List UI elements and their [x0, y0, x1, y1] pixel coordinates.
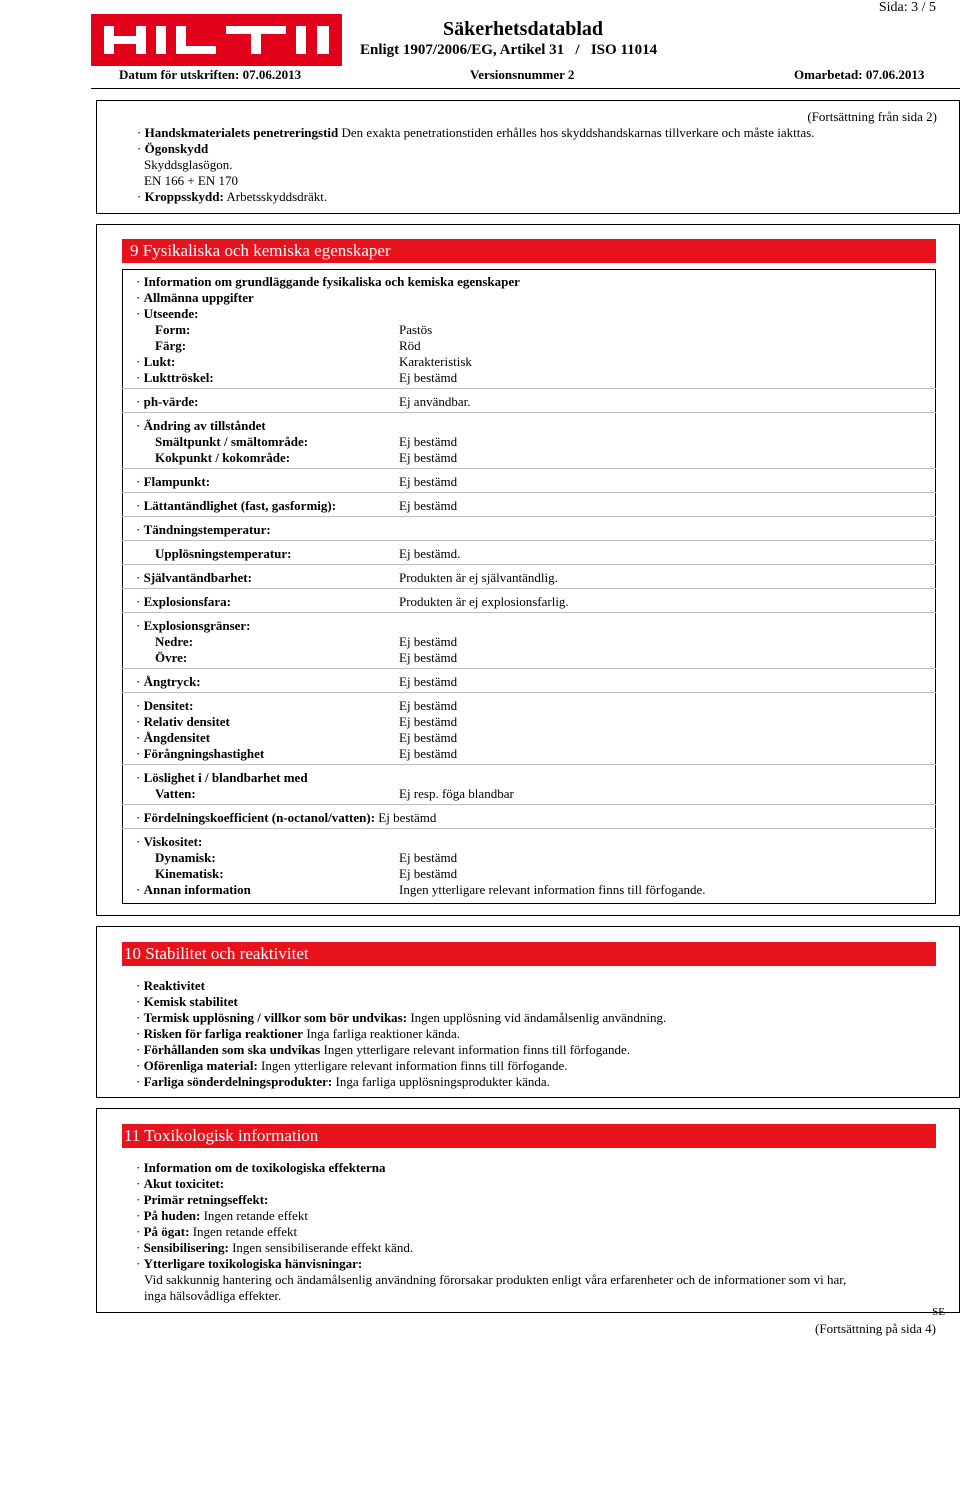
color-value: Röd [399, 338, 421, 353]
density-value: Ej bestämd [399, 698, 458, 713]
decomposition-products-label: Farliga sönderdelningsprodukter: [143, 1074, 333, 1089]
thermal-decomp-label: Termisk upplösning / villkor som bör undvikas: [143, 1010, 408, 1025]
hilti-logo [91, 14, 342, 66]
eye-label: På ögat: [143, 1224, 190, 1239]
row-divider [122, 764, 936, 765]
document-subtitle: Enligt 1907/2006/EG, Artikel 31 / ISO 11014 [360, 42, 658, 58]
kinematic-value: Ej bestämd [399, 866, 458, 881]
print-date: Datum för utskriften: 07.06.2013 [119, 67, 302, 82]
section11-title: 11 Toxikologisk information [122, 1124, 936, 1148]
ph-label: ph-värde: [143, 394, 199, 409]
odor-threshold-value: Ej bestämd [399, 370, 458, 385]
explosion-label: Explosionsfara: [143, 594, 231, 609]
explosion-value: Produkten är ej explosionsfarlig. [399, 594, 569, 609]
sensitization-value: Ingen sensibiliserande effekt känd. [232, 1240, 414, 1255]
flash-label: Flampunkt: [143, 474, 211, 489]
glove-label: Handskmaterialets penetreringstid [144, 125, 339, 140]
eye-protection-line: · Ögonskydd [137, 141, 209, 156]
glove-text: Den exakta penetrationstiden erhålles hos skyddshandskarnas tillverkare och måste iakttas. [341, 125, 815, 140]
additional-tox-text-1: Vid sakkunnig hantering och ändamålsenlig användning förorsakar produkten enligt våra erfarenheter och de informationer som vi har, [144, 1272, 847, 1287]
vapor-pressure-label: Ångtryck: [143, 674, 201, 689]
section8-continuation [96, 100, 960, 214]
section9-title: 9 Fysikaliska och kemiska egenskaper [122, 239, 936, 263]
additional-tox-label: Ytterligare toxikologiska hänvisningar: [143, 1256, 363, 1271]
solubility-label: Löslighet i / blandbarhet med [143, 770, 308, 785]
additional-tox-text-2: inga hälsovådliga effekter. [144, 1288, 282, 1303]
chemical-stability-label: Kemisk stabilitet [143, 994, 238, 1009]
vapor-density-label: Ångdensitet [143, 730, 211, 745]
partition-value: Ej bestämd [378, 810, 437, 825]
body-text: Arbetsskyddsdräkt. [226, 189, 328, 204]
vapor-pressure-value: Ej bestämd [399, 674, 458, 689]
primary-irritation-label: Primär retningseffekt: [143, 1192, 269, 1207]
tox-info-label: Information om de toxikologiska effekterna [143, 1160, 386, 1175]
thermal-decomp-value: Ingen upplösning vid ändamålsenlig användning. [410, 1010, 667, 1025]
explosion-limits-label: Explosionsgränser: [143, 618, 251, 633]
row-divider [122, 804, 936, 805]
section9-inner [122, 269, 936, 904]
incompatible-label: Oförenliga material: [143, 1058, 258, 1073]
acute-tox-label: Akut toxicitet: [143, 1176, 225, 1191]
row-divider [122, 588, 936, 589]
ph-value: Ej användbar. [399, 394, 471, 409]
eye-label: Ögonskydd [144, 141, 209, 156]
flammability-value: Ej bestämd [399, 498, 458, 513]
viscosity-label: Viskositet: [143, 834, 203, 849]
self-ignition-value: Produkten är ej självantändlig. [399, 570, 558, 585]
row-divider [122, 668, 936, 669]
odor-label: Lukt: [143, 354, 176, 369]
kinematic-label: Kinematisk: [155, 866, 224, 881]
decomposition-label: Upplösningstemperatur: [155, 546, 292, 561]
boiling-label: Kokpunkt / kokområde: [155, 450, 291, 465]
row-divider [122, 564, 936, 565]
evaporation-label: Förångningshastighet [143, 746, 265, 761]
row-divider [122, 468, 936, 469]
continued-from-note: (Fortsättning från sida 2) [807, 109, 937, 124]
hazardous-reactions-value: Inga farliga reaktioner kända. [306, 1026, 461, 1041]
evaporation-value: Ej bestämd [399, 746, 458, 761]
version-number: Versionsnummer 2 [470, 67, 575, 82]
self-ignition-label: Självantändbarhet: [143, 570, 252, 585]
incompatible-value: Ingen ytterligare relevant information finns till förfogande. [261, 1058, 568, 1073]
odor-value: Karakteristisk [399, 354, 472, 369]
boiling-value: Ej bestämd [399, 450, 458, 465]
other-info-label: Annan information [143, 882, 251, 897]
revision-date: Omarbetad: 07.06.2013 [794, 67, 925, 82]
decomposition-value: Ej bestämd. [399, 546, 461, 561]
upper-limit-value: Ej bestämd [399, 650, 458, 665]
skin-label: På huden: [143, 1208, 201, 1223]
row-divider [122, 388, 936, 389]
vapor-density-value: Ej bestämd [399, 730, 458, 745]
flash-value: Ej bestämd [399, 474, 458, 489]
dynamic-value: Ej bestämd [399, 850, 458, 865]
form-label: Form: [155, 322, 191, 337]
relative-density-label: Relativ densitet [143, 714, 230, 729]
partition-label: Fördelningskoefficient (n-octanol/vatten): [143, 810, 376, 825]
row-divider [122, 692, 936, 693]
dynamic-label: Dynamisk: [155, 850, 216, 865]
melting-value: Ej bestämd [399, 434, 458, 449]
conditions-avoid-label: Förhållanden som ska undvikas [143, 1042, 321, 1057]
decomposition-products-value: Inga farliga upplösningsprodukter kända. [335, 1074, 550, 1089]
row-divider [122, 516, 936, 517]
header-divider [91, 88, 960, 89]
hazardous-reactions-label: Risken för farliga reaktioner [143, 1026, 304, 1041]
eye-value: Ingen retande effekt [192, 1224, 298, 1239]
body-label: Kroppsskydd: [144, 189, 224, 204]
language-code: SE [932, 1306, 945, 1318]
document-title: Säkerhetsdatablad [443, 18, 604, 40]
relative-density-value: Ej bestämd [399, 714, 458, 729]
s9-info: Information om grundläggande fysikaliska och kemiska egenskaper [143, 274, 520, 289]
s9-general: Allmänna uppgifter [143, 290, 254, 305]
body-protection-line: · Kroppsskydd: Arbetsskyddsdräkt. [137, 189, 328, 204]
glove-penetration-line: · Handskmaterialets penetreringstid Den exakta penetrationstiden erhålles hos skyddshandskarnas tillverkare och måste iakttas. [137, 125, 815, 140]
other-info-value: Ingen ytterligare relevant information finns till förfogande. [399, 882, 706, 897]
sensitization-label: Sensibilisering: [143, 1240, 229, 1255]
skin-value: Ingen retande effekt [203, 1208, 308, 1223]
lower-limit-value: Ej bestämd [399, 634, 458, 649]
row-divider [122, 540, 936, 541]
melting-label: Smältpunkt / smältområde: [155, 434, 309, 449]
continued-to-note: (Fortsättning på sida 4) [815, 1321, 936, 1336]
flammability-label: Lättantändlighet (fast, gasformig): [143, 498, 337, 513]
conditions-avoid-value: Ingen ytterligare relevant information finns till förfogande. [323, 1042, 630, 1057]
section10-title: 10 Stabilitet och reaktivitet [122, 942, 936, 966]
water-value: Ej resp. föga blandbar [399, 786, 514, 801]
ignition-label: Tändningstemperatur: [143, 522, 271, 537]
odor-threshold-label: Lukttröskel: [143, 370, 214, 385]
eye-text-1: Skyddsglasögon. [144, 157, 233, 172]
water-label: Vatten: [155, 786, 196, 801]
page-number: Sida: 3 / 5 [878, 0, 936, 15]
row-divider [122, 612, 936, 613]
density-label: Densitet: [143, 698, 194, 713]
form-value: Pastös [399, 322, 433, 337]
row-divider [122, 492, 936, 493]
s9-appearance: Utseende: [143, 306, 199, 321]
row-divider [122, 828, 936, 829]
state-change-label: Ändring av tillståndet [143, 418, 266, 433]
row-divider [122, 412, 936, 413]
upper-limit-label: Övre: [155, 650, 188, 665]
eye-text-2: EN 166 + EN 170 [144, 173, 238, 188]
lower-limit-label: Nedre: [155, 634, 194, 649]
color-label: Färg: [155, 338, 187, 353]
reactivity-label: Reaktivitet [143, 978, 205, 993]
